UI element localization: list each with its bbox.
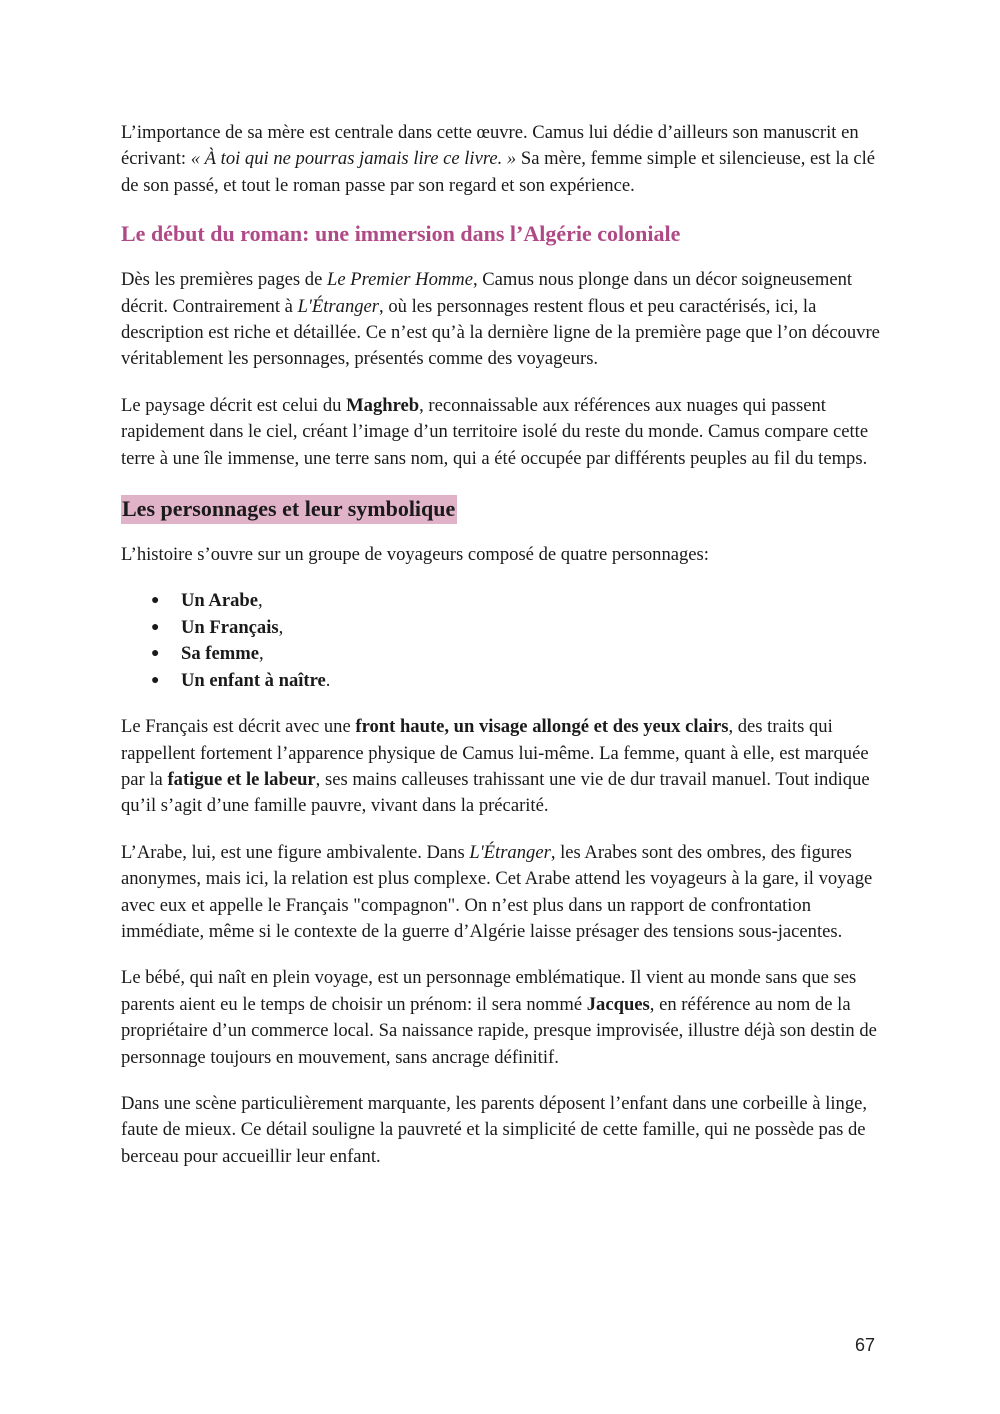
bullet-icon: ● xyxy=(151,619,160,635)
paragraph-travellers-intro: L’histoire s’ouvre sur un groupe de voyageurs composé de quatre personnages: xyxy=(121,544,709,566)
paragraph-basket: Dans une scène particulièrement marquante, les parents déposent l’enfant dans une corbeille à linge, faute de mieux. Ce détail souligne la pauvreté et la simplicité de cette famille, qui ne possède pas de berceau pour accueillir leur enfant. xyxy=(121,1092,868,1167)
text: Le bébé, qui naît en plein voyage, est un personnage emblématique. Il vient au monde sans que ses parents aient eu le temps de choisir un prénom: il sera nommé xyxy=(121,967,857,1015)
text: L’Arabe, lui, est une figure ambivalente. Dans xyxy=(121,841,470,863)
text: , ses mains calleuses trahissant une vie de dur travail manuel. Tout indique qu’il s’agit d’une famille pauvre, vivant dans la précarité. xyxy=(121,768,870,817)
bold-term: front haute, un visage allongé et des yeux clairs xyxy=(355,716,729,738)
page-number: 67 xyxy=(855,1335,876,1355)
section-heading-debut: Le début du roman: une immersion dans l’Algérie coloniale xyxy=(121,221,681,247)
list-item-label: Sa femme xyxy=(181,643,259,665)
list-item-label: Un Arabe xyxy=(181,590,258,612)
paragraph-baby xyxy=(121,965,883,1071)
book-title: L'Étranger xyxy=(297,295,380,317)
paragraph-opening xyxy=(121,267,883,373)
bold-term: Maghreb xyxy=(346,394,420,416)
book-title: L'Étranger xyxy=(469,841,551,863)
list-item-label: Un Français xyxy=(181,616,279,638)
bullet-icon: ● xyxy=(151,646,160,662)
text: , xyxy=(258,643,264,665)
paragraph-mother xyxy=(121,120,883,199)
dedication-quote: « À toi qui ne pourras jamais lire ce livre. » xyxy=(190,148,517,170)
list-item xyxy=(121,668,883,694)
text: , où les personnages restent flous et peu caractérisés, ici, la description est riche et détaillée. Ce n’est qu’à la dernière ligne de la première page que l’on découvre véritablement les personnages, présentés comme des voyageurs. xyxy=(121,295,880,370)
text: Le Français est décrit avec une xyxy=(121,716,356,738)
bullet-icon: ● xyxy=(151,593,160,609)
text: , des traits qui rappellent fortement l’apparence physique de Camus lui-même. La femme, quant à elle, est marquée par la xyxy=(121,716,869,790)
text: , xyxy=(278,616,284,638)
section-heading-wrap xyxy=(121,494,883,526)
text: Le paysage décrit est celui du xyxy=(121,394,347,416)
text: , en référence au nom de la propriétaire d’un commerce local. Sa naissance rapide, presque improvisée, illustre déjà son destin de personnage toujours en mouvement, sans ancrage définitif. xyxy=(121,993,877,1068)
text: , reconnaissable aux références aux nuages qui passent rapidement dans le ciel, créant l’image d’un territoire isolé du reste du monde. Camus compare cette terre à une île immense, une terre sans nom, qui a été occupée par différents peuples au fil du temps. xyxy=(121,394,869,469)
text: Dès les premières pages de xyxy=(121,269,328,291)
paragraph-landscape xyxy=(121,393,883,472)
text: , Camus nous plonge dans un décor soigneusement décrit. Contrairement à xyxy=(121,269,853,317)
list-item xyxy=(121,615,883,641)
text: L’importance de sa mère est centrale dans cette œuvre. Camus lui dédie d’ailleurs son manuscrit en écrivant: xyxy=(121,122,859,170)
characters-list xyxy=(121,588,883,694)
paragraph-arab xyxy=(121,840,883,946)
list-item xyxy=(121,588,883,614)
book-title: Le Premier Homme xyxy=(327,269,473,291)
paragraph-frenchman xyxy=(121,714,883,820)
bold-term: Jacques xyxy=(586,993,650,1015)
text: , xyxy=(257,590,263,612)
page-content xyxy=(121,120,883,1190)
list-item xyxy=(121,641,883,667)
text: Sa mère, femme simple et silencieuse, est la clé de son passé, et tout le roman passe par son regard et son expérience. xyxy=(121,148,876,196)
bullet-icon: ● xyxy=(151,672,160,688)
bold-term: fatigue et le labeur xyxy=(167,768,316,790)
list-item-label: Un enfant à naître xyxy=(181,669,326,691)
text: , les Arabes sont des ombres, des figures anonymes, mais ici, la relation est plus complexe. Cet Arabe attend les voyageurs à la gare, il voyage avec eux et appelle le Français "compagnon". On n’est plus dans un rapport de confrontation immédiate, même si le contexte de la guerre d’Algérie laisse présager des tensions sous-jacentes. xyxy=(121,841,873,942)
text: . xyxy=(325,669,331,691)
section-heading-characters: Les personnages et leur symbolique xyxy=(121,495,457,524)
